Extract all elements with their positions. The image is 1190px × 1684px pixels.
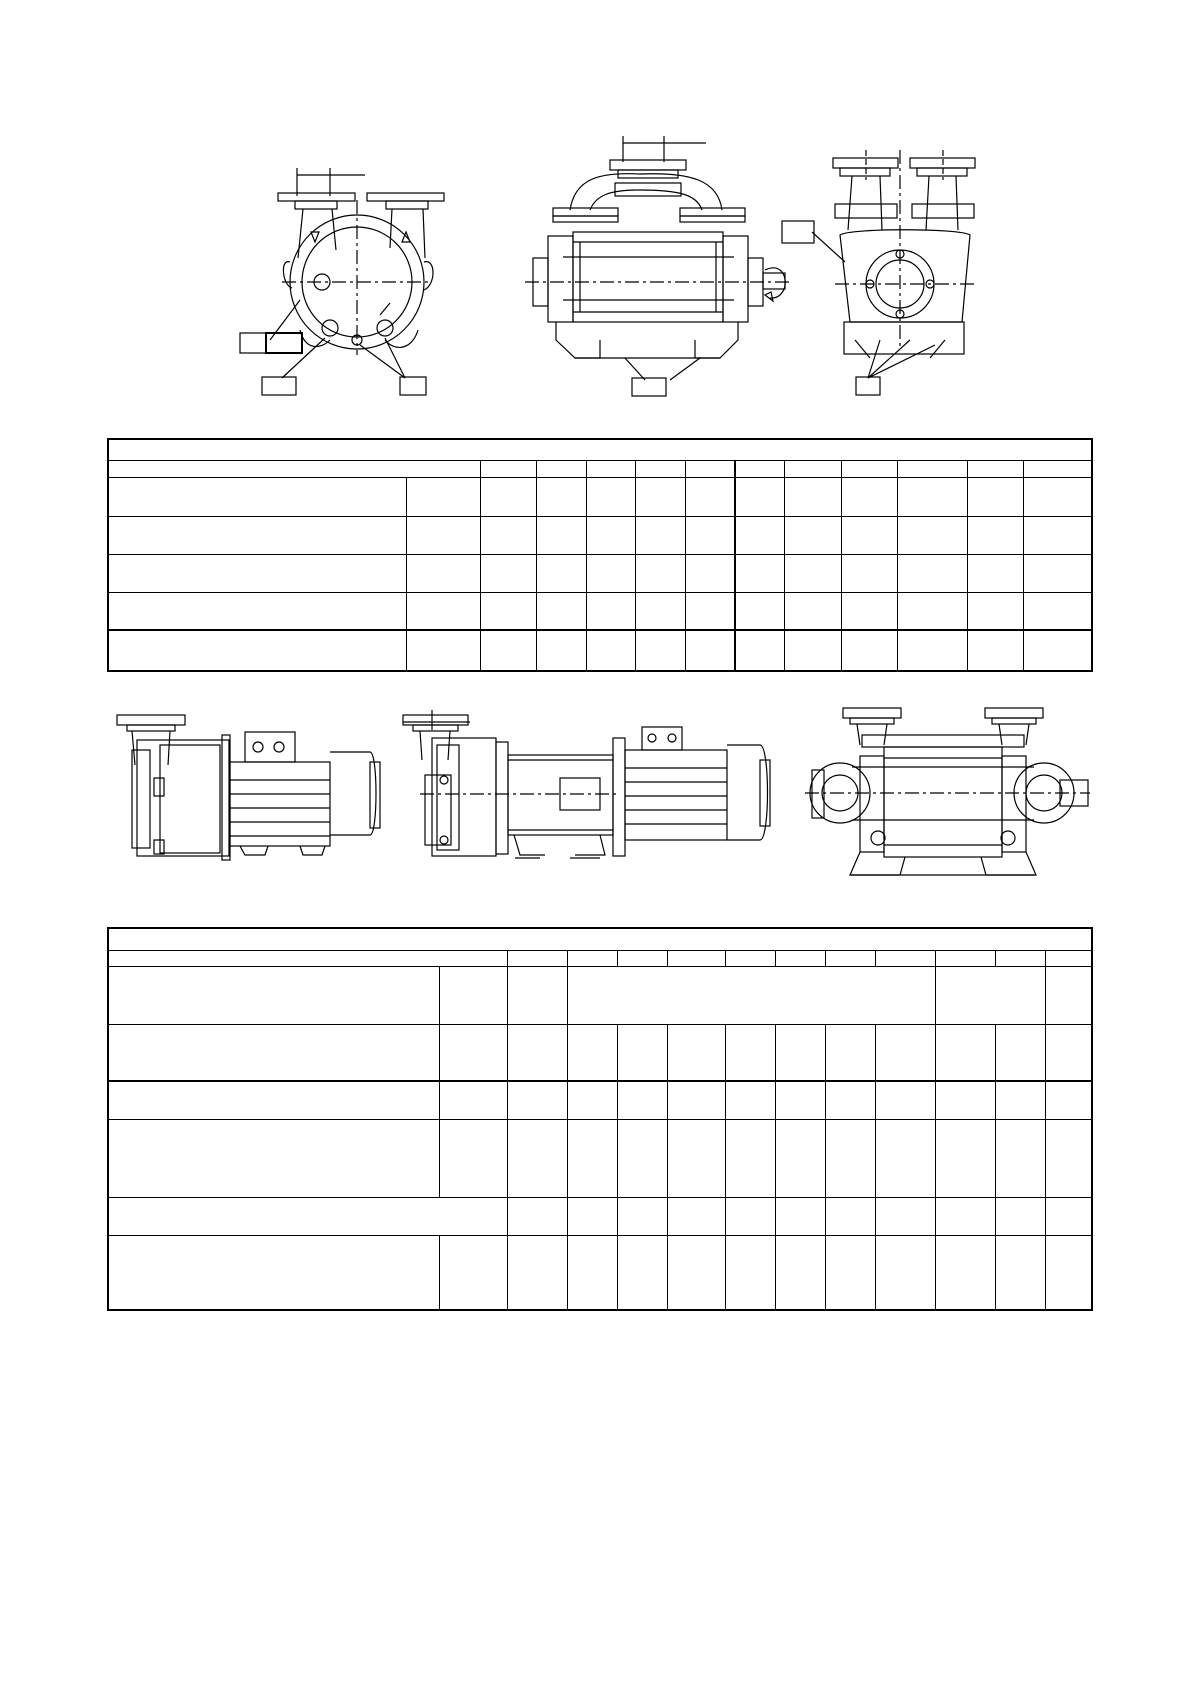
pump-side-view xyxy=(525,136,790,396)
monoblock-pump-motor xyxy=(117,715,380,860)
bottom-drawings xyxy=(0,690,1190,940)
pump-with-bracket-and-motor xyxy=(403,710,770,858)
bottom-dimension-table xyxy=(107,927,1093,1311)
pump-end-view xyxy=(240,168,444,395)
pump-front-view xyxy=(782,150,975,395)
top-dimension-table xyxy=(107,438,1093,672)
pump-bare-shaft xyxy=(805,708,1090,875)
top-drawings xyxy=(0,0,1190,410)
